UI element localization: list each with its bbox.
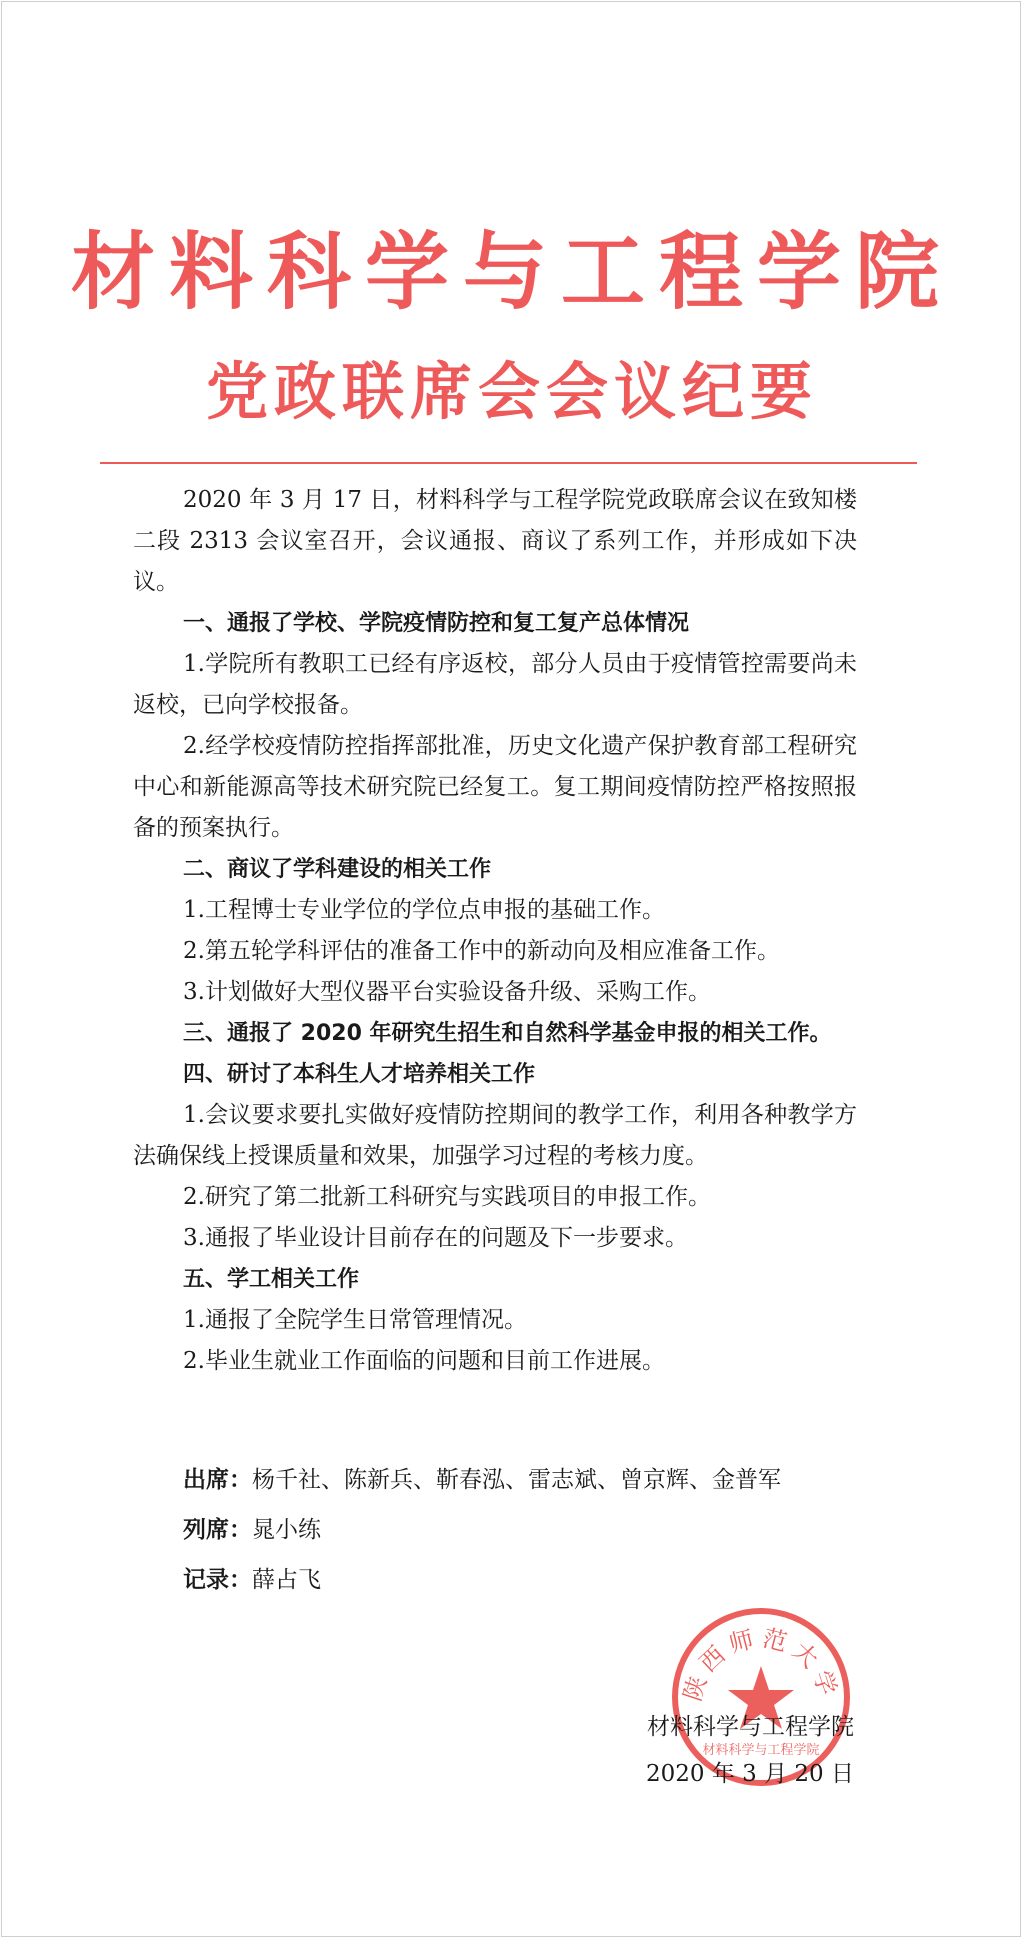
document-body xyxy=(133,480,857,1382)
section-item: 3.计划做好大型仪器平台实验设备升级、采购工作。 xyxy=(183,979,711,1005)
section-heading: 二、商议了学科建设的相关工作 xyxy=(183,857,492,882)
recorder-names: 薛占飞 xyxy=(252,1567,321,1593)
recorder-label: 记录： xyxy=(183,1567,252,1593)
attendance-present xyxy=(183,1460,883,1500)
section-item: 1.通报了全院学生日常管理情况。 xyxy=(183,1307,527,1333)
document-subtitle: 党政联席会会议纪要 xyxy=(205,355,818,428)
section-item: 2.第五轮学科评估的准备工作中的新动向及相应准备工作。 xyxy=(183,938,780,964)
section-heading: 四、研讨了本科生人才培养相关工作 xyxy=(183,1062,536,1087)
observer-label: 列席： xyxy=(183,1517,252,1543)
present-names: 杨千社、陈新兵、靳春泓、雷志斌、曾京辉、金普军 xyxy=(252,1467,781,1493)
section-heading: 一、通报了学校、学院疫情防控和复工复产总体情况 xyxy=(183,611,690,636)
section-item: 2.毕业生就业工作面临的问题和目前工作进展。 xyxy=(183,1348,665,1374)
signature-date: 2020 年 3 月 20 日 xyxy=(646,1761,854,1787)
intro-paragraph: 2020 年 3 月 17 日，材料科学与工程学院党政联席会议在致知楼二段 2313 会议室召开，会议通报、商议了系列工作，并形成如下决议。 xyxy=(133,487,857,595)
section-heading: 三、通报了 2020 年研究生招生和自然科学基金申报的相关工作。 xyxy=(183,1021,832,1046)
svg-text:材料科学与工程学院: 材料科学与工程学院 xyxy=(702,1743,820,1758)
section-item: 1.会议要求要扎实做好疫情防控期间的教学工作，利用各种教学方法确保线上授课质量和效果，加强学习过程的考核力度。 xyxy=(133,1102,857,1169)
document-title: 材料科学与工程学院 xyxy=(70,222,953,321)
header-divider xyxy=(100,462,917,464)
section-item: 2.经学校疫情防控指挥部批准，历史文化遗产保护教育部工程研究中心和新能源高等技术研究院已经复工。复工期间疫情防控严格按照报备的预案执行。 xyxy=(133,733,857,841)
section-item: 1.工程博士专业学位的学位点申报的基础工作。 xyxy=(183,897,665,923)
attendance-observer xyxy=(183,1510,883,1550)
signature-org: 材料科学与工程学院 xyxy=(647,1714,854,1740)
section-item: 3.通报了毕业设计目前存在的问题及下一步要求。 xyxy=(183,1225,688,1251)
svg-text:陕西师范大学: 陕西师范大学 xyxy=(678,1623,844,1705)
section-item: 2.研究了第二批新工科研究与实践项目的申报工作。 xyxy=(183,1184,711,1210)
attendance-recorder xyxy=(183,1560,883,1600)
observer-names: 晁小练 xyxy=(252,1517,321,1543)
section-heading: 五、学工相关工作 xyxy=(183,1267,360,1292)
present-label: 出席： xyxy=(183,1467,252,1493)
section-item: 1.学院所有教职工已经有序返校，部分人员由于疫情管控需要尚未返校，已向学校报备。 xyxy=(133,651,857,718)
